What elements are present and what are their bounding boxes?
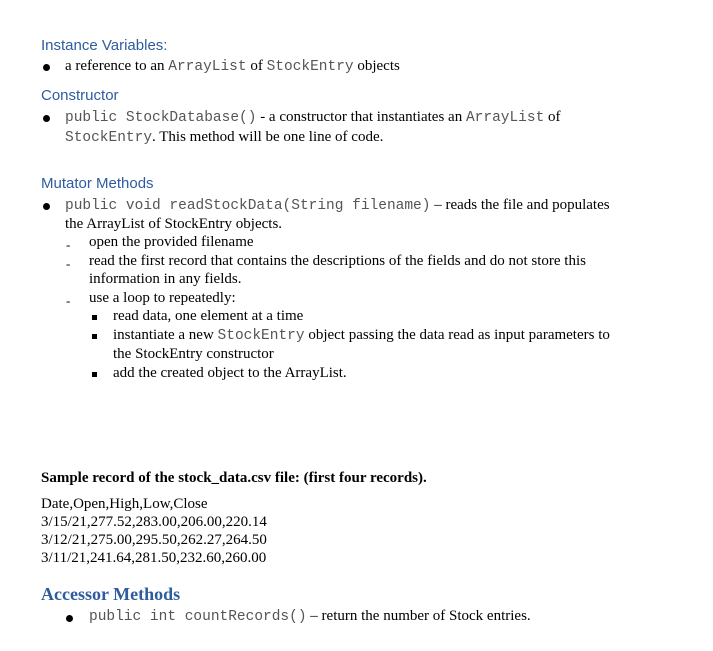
- code-countrecords-signature: public int countRecords(): [89, 609, 307, 625]
- substep-add-object: add the created object to the ArrayList.: [113, 365, 347, 381]
- bullet-icon: [43, 64, 50, 71]
- sample-row: Date,Open,High,Low,Close: [41, 496, 208, 512]
- sample-row: 3/11/21,241.64,281.50,232.60,260.00: [41, 550, 267, 566]
- constructor-heading: Constructor: [41, 87, 119, 104]
- text-segment: a reference to an: [65, 58, 169, 74]
- text-segment: instantiate a new: [113, 327, 218, 343]
- square-bullet-icon: [92, 334, 97, 339]
- text-segment: . This method will be one line of code.: [152, 129, 384, 145]
- text-segment: of: [544, 109, 561, 125]
- text-segment: - a constructor that instantiates an: [256, 109, 466, 125]
- text-segment: object passing the data read as input parameters to: [304, 327, 610, 343]
- mutator-line-2: the ArrayList of StockEntry objects.: [65, 216, 283, 232]
- bullet-icon: [66, 615, 73, 622]
- substep-instantiate-cont: the StockEntry constructor: [113, 346, 274, 362]
- accessor-methods-heading: Accessor Methods: [41, 584, 181, 604]
- instance-variables-heading: Instance Variables:: [41, 37, 168, 54]
- sample-row: 3/12/21,275.00,295.50,262.27,264.50: [41, 532, 267, 548]
- constructor-line-2: [65, 129, 383, 146]
- instance-bullet-text: [65, 58, 400, 75]
- substep-read-data: read data, one element at a time: [113, 308, 304, 324]
- constructor-line-1: [65, 109, 561, 126]
- code-constructor-signature: public StockDatabase(): [65, 110, 257, 126]
- code-stockentry: StockEntry: [65, 130, 153, 146]
- mutator-methods-heading: Mutator Methods: [41, 175, 154, 192]
- square-bullet-icon: [92, 372, 97, 377]
- bullet-icon: [43, 203, 50, 210]
- dash-marker: -: [66, 237, 71, 252]
- code-readstockdata-signature: public void readStockData(String filename): [65, 198, 431, 214]
- sample-row: 3/15/21,277.52,283.00,206.00,220.14: [41, 514, 267, 530]
- dash-marker: -: [66, 256, 71, 271]
- step-use-loop: use a loop to repeatedly:: [89, 290, 236, 306]
- square-bullet-icon: [92, 315, 97, 320]
- bullet-icon: [43, 115, 50, 122]
- code-stockentry: StockEntry: [266, 59, 354, 75]
- code-arraylist: ArrayList: [168, 59, 247, 75]
- text-segment: objects: [353, 58, 400, 74]
- accessor-line: [89, 608, 531, 625]
- mutator-line-1: [65, 197, 610, 214]
- step-read-first-record: read the first record that contains the descriptions of the fields and do not store this: [89, 253, 586, 269]
- dash-marker: -: [66, 293, 71, 308]
- text-segment: – reads the file and populates: [430, 197, 610, 213]
- step-read-first-record-cont: information in any fields.: [89, 271, 242, 287]
- step-open-file: open the provided filename: [89, 234, 254, 250]
- substep-instantiate: [113, 327, 610, 344]
- code-arraylist: ArrayList: [465, 110, 545, 126]
- text-segment: – return the number of Stock entries.: [306, 608, 531, 624]
- sample-record-heading: Sample record of the stock_data.csv file: (first four records).: [41, 470, 427, 486]
- code-stockentry: StockEntry: [217, 328, 305, 344]
- text-segment: of: [246, 58, 267, 74]
